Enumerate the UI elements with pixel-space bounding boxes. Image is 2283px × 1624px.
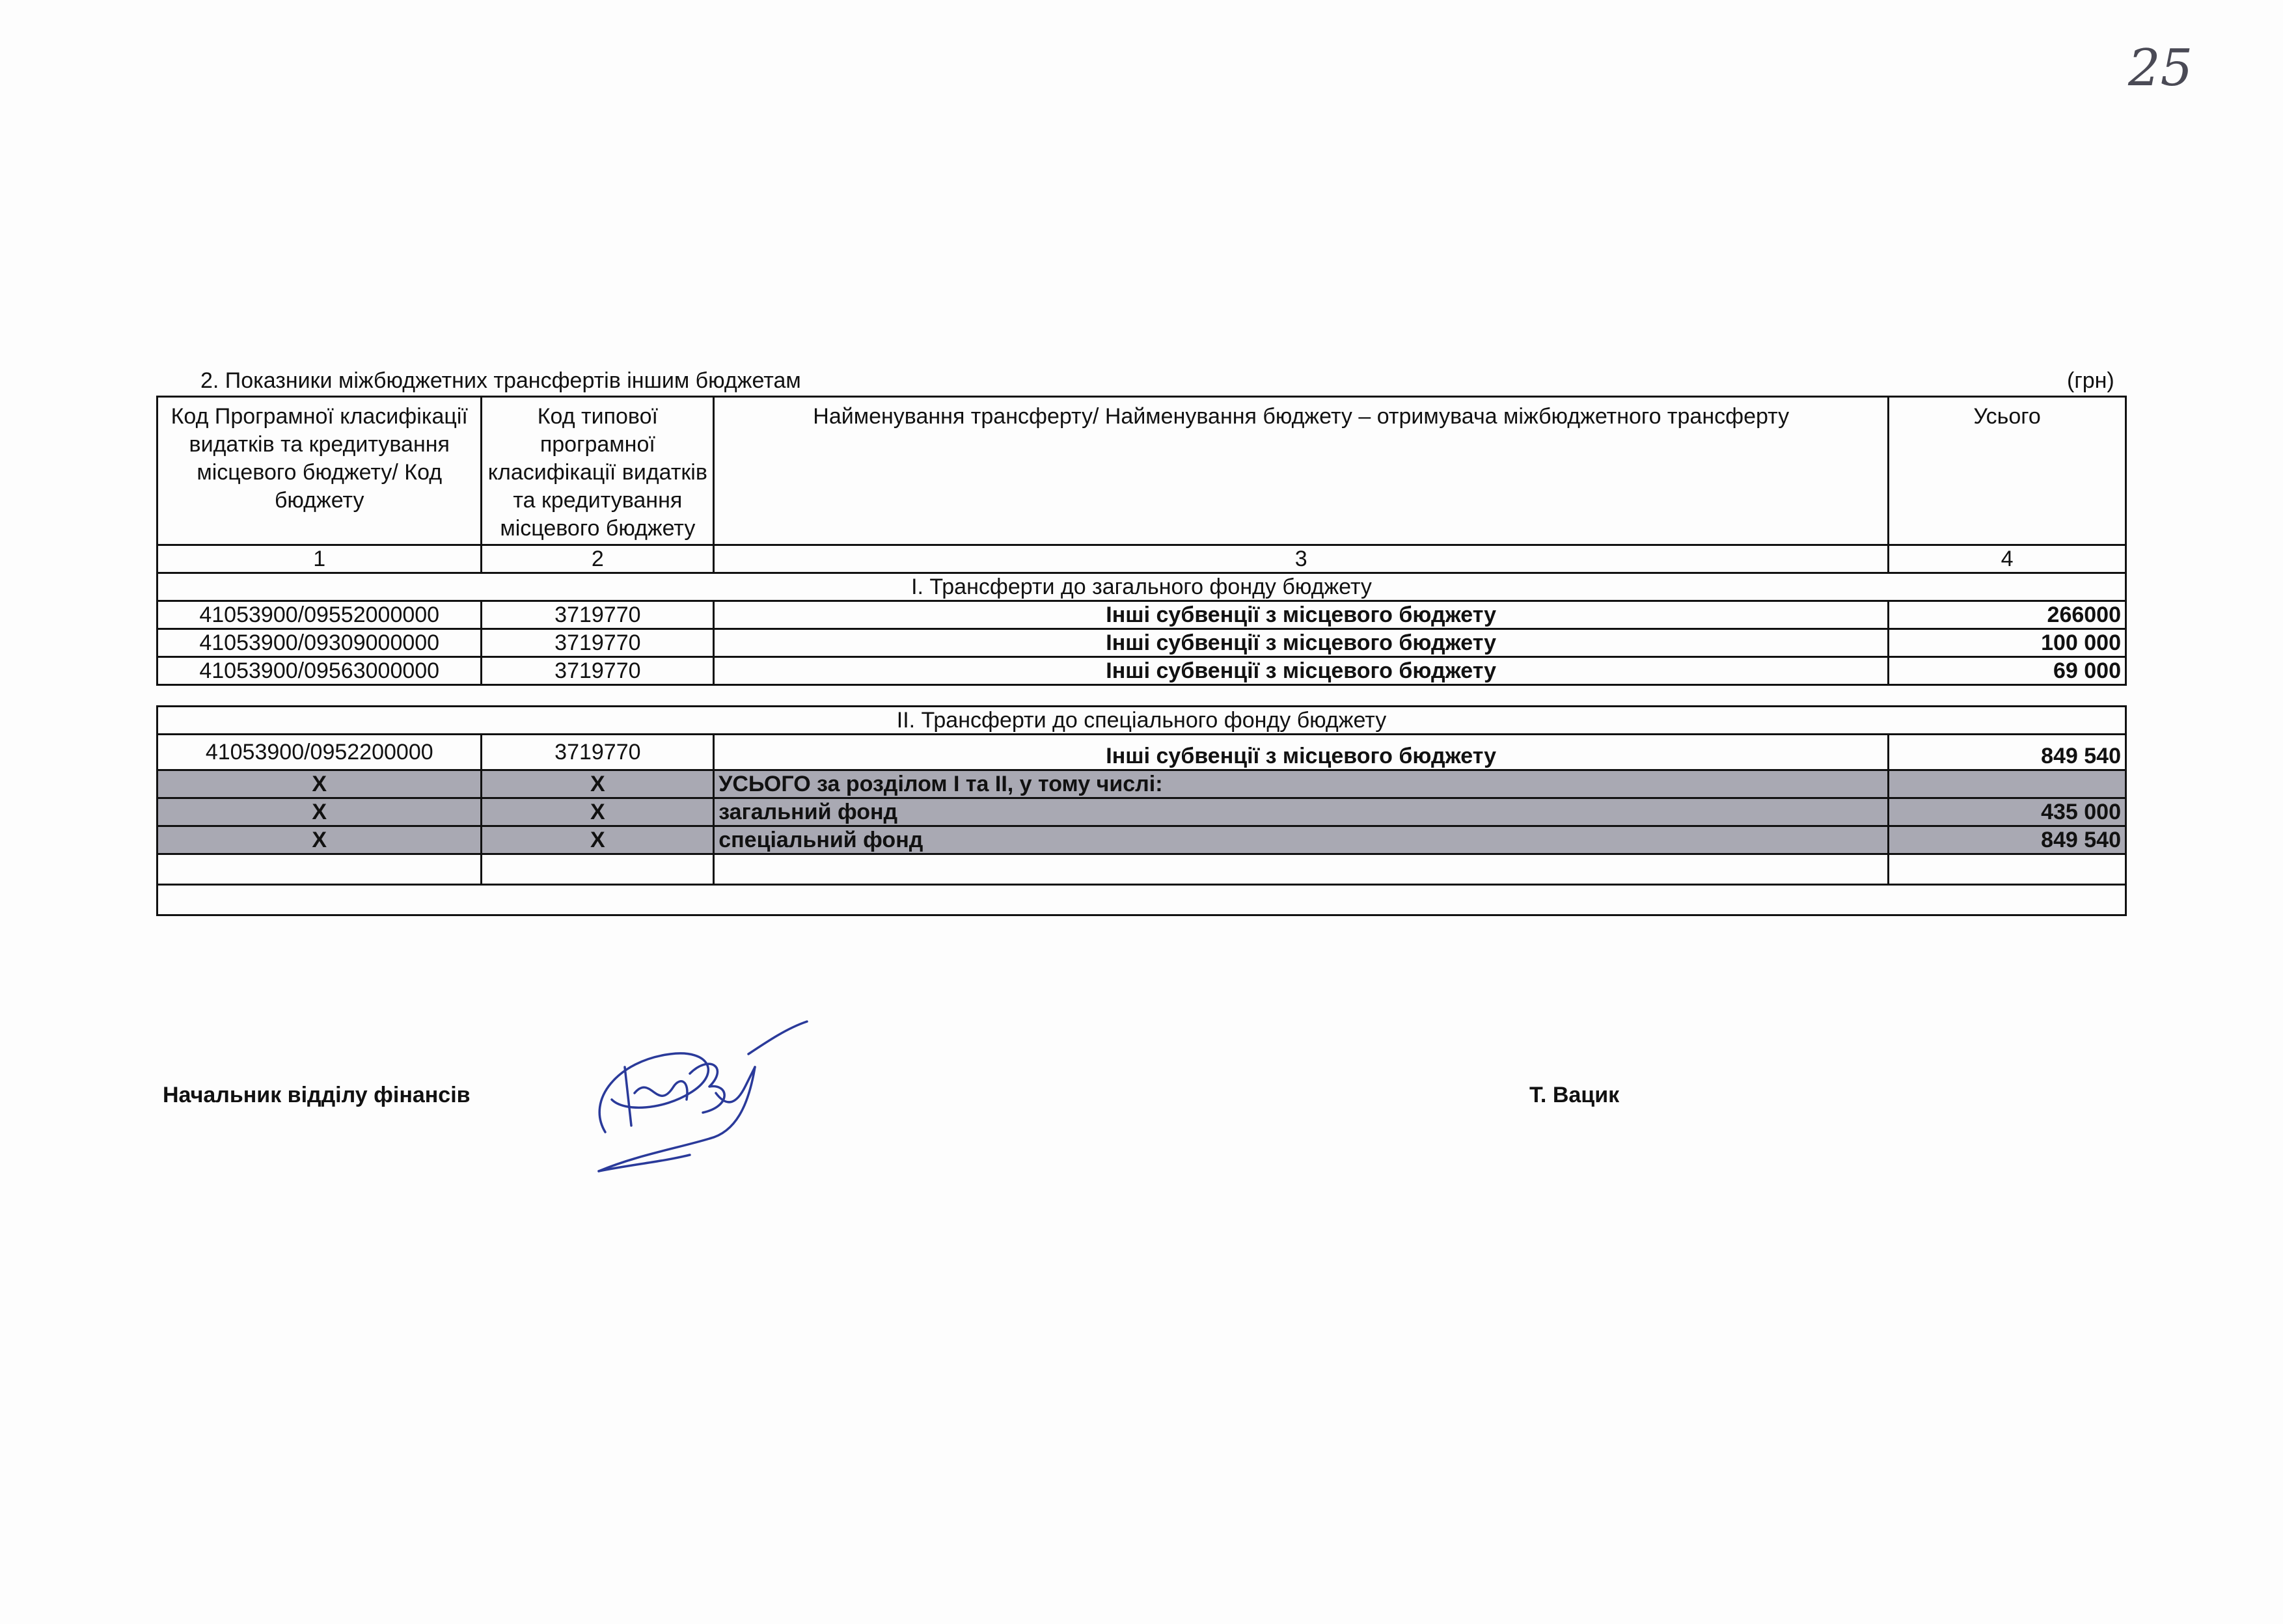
header-total: Усього [1889, 397, 2126, 545]
total-marker: Х [157, 770, 482, 798]
budget-code-cell: 41053900/09563000000 [157, 657, 482, 685]
total-marker: Х [157, 826, 482, 854]
handwritten-signature [560, 1015, 833, 1197]
transfers-table [156, 396, 2127, 916]
total-row-special-fund [157, 826, 2126, 854]
column-number: 2 [482, 545, 714, 573]
column-number: 3 [714, 545, 1889, 573]
section-row-general-fund [157, 573, 2126, 601]
transfer-name-cell: Інші субвенції з місцевого бюджету [714, 629, 1889, 657]
table-header-row [157, 397, 2126, 545]
total-cell: 266000 [1889, 601, 2126, 629]
budget-code-cell: 41053900/0952200000 [157, 735, 482, 770]
total-amount: 849 540 [1889, 826, 2126, 854]
table-gap [157, 685, 2126, 707]
transfer-name-cell: Інші субвенції з місцевого бюджету [714, 601, 1889, 629]
header-typical-code: Код типової програмної класифікації видатків та кредитування місцевого бюджету [482, 397, 714, 545]
typical-code-cell: 3719770 [482, 629, 714, 657]
section-title-general-fund: І. Трансферти до загального фонду бюджету [157, 573, 2126, 601]
total-cell: 100 000 [1889, 629, 2126, 657]
column-number: 4 [1889, 545, 2126, 573]
header-budget-code: Код Програмної класифікації видатків та кредитування місцевого бюджету/ Код бюджету [157, 397, 482, 545]
total-cell: 849 540 [1889, 735, 2126, 770]
column-number: 1 [157, 545, 482, 573]
empty-row [157, 885, 2126, 915]
total-marker: Х [482, 770, 714, 798]
table-row [157, 735, 2126, 770]
budget-code-cell: 41053900/09309000000 [157, 629, 482, 657]
budget-code-cell: 41053900/09552000000 [157, 601, 482, 629]
signatory-name: Т. Вацик [1529, 1083, 1620, 1107]
transfer-name-cell: Інші субвенції з місцевого бюджету [714, 735, 1889, 770]
table-row [157, 601, 2126, 629]
section-title: 2. Показники міжбюджетних трансфертів іншим бюджетам [200, 368, 801, 393]
table-row [157, 629, 2126, 657]
typical-code-cell: 3719770 [482, 735, 714, 770]
total-label: УСЬОГО за розділом І та ІІ, у тому числі: [714, 770, 1889, 798]
table-row [157, 657, 2126, 685]
total-label: загальний фонд [714, 798, 1889, 826]
total-label: спеціальний фонд [714, 826, 1889, 854]
empty-row [157, 854, 2126, 885]
section-row-special-fund [157, 707, 2126, 735]
typical-code-cell: 3719770 [482, 601, 714, 629]
header-transfer-name: Найменування трансферту/ Найменування бюджету – отримувача міжбюджетного трансферту [714, 397, 1889, 545]
total-marker: Х [157, 798, 482, 826]
section-title-special-fund: ІІ. Трансферти до спеціального фонду бюджету [157, 707, 2126, 735]
total-amount [1889, 770, 2126, 798]
total-row [157, 770, 2126, 798]
column-numbers-row [157, 545, 2126, 573]
total-cell: 69 000 [1889, 657, 2126, 685]
total-marker: Х [482, 826, 714, 854]
typical-code-cell: 3719770 [482, 657, 714, 685]
total-row-general-fund [157, 798, 2126, 826]
handwritten-page-number: 25 [2128, 39, 2193, 98]
transfer-name-cell: Інші субвенції з місцевого бюджету [714, 657, 1889, 685]
total-marker: Х [482, 798, 714, 826]
signatory-position: Начальник відділу фінансів [163, 1083, 471, 1107]
total-amount: 435 000 [1889, 798, 2126, 826]
currency-unit: (грн) [2067, 368, 2114, 393]
